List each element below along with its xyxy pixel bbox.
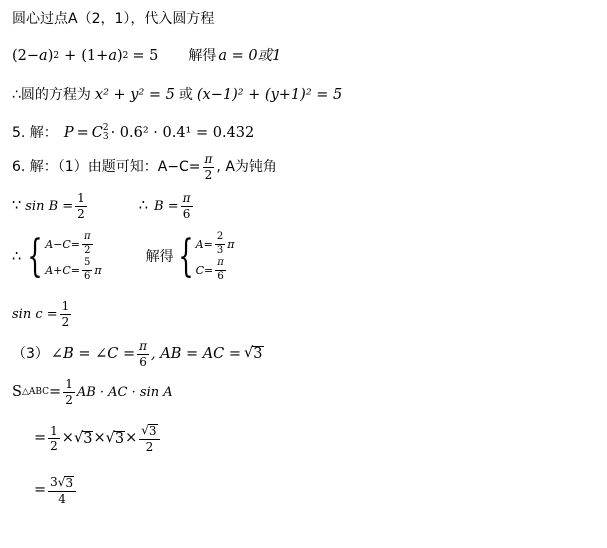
comb-c: C (91, 124, 103, 141)
fraction-1-2 (60, 300, 72, 328)
row2-frac (82, 258, 92, 282)
comb-sup: 2 (102, 123, 109, 133)
row1-frac (82, 232, 93, 256)
jiede: 解得 (145, 249, 174, 265)
row2-pi: π (94, 263, 102, 277)
frac-num: 5 (82, 258, 92, 271)
sinb-text: sin B = (25, 198, 74, 214)
frac-den: 2 (204, 167, 213, 182)
sol1-lhs: A= (195, 237, 213, 251)
plus-inner: + (96, 48, 109, 64)
sides-expr: , AB = AC = (151, 345, 242, 362)
frac-den: 2 (77, 206, 85, 221)
therefore-symbol: ∴ (138, 197, 149, 214)
label-3: （3） (12, 346, 49, 363)
times: × (61, 430, 74, 447)
radicand: 3 (114, 430, 125, 447)
frac-num: √ 3 (139, 424, 159, 440)
frac-den: 2 (84, 244, 91, 256)
frac-den: 2 (61, 314, 70, 329)
intro-text: 圆心过点A（2，1），代入圆方程 (12, 11, 215, 27)
solution-row-1 (196, 232, 235, 256)
times: × (93, 430, 106, 447)
frac-num: 2 (215, 232, 225, 245)
eq: = (76, 124, 89, 141)
radicand: 3 (65, 476, 74, 490)
radicand: 3 (148, 424, 157, 438)
line-area-substitute (34, 424, 162, 453)
radicand: 3 (253, 346, 263, 363)
system-given (23, 232, 101, 282)
frac-den: 2 (50, 439, 58, 454)
eq: = (34, 430, 47, 447)
plus: + (64, 48, 77, 64)
line-area-formula: S △ABC = $\frac{1}{2}$ AB · AC · sin A (12, 377, 173, 407)
area-terms: AB · AC · sin A (76, 384, 173, 400)
line-circle-equation (12, 88, 342, 103)
line-systems (12, 232, 234, 282)
frac-num: π (204, 152, 213, 166)
left-brace: { (27, 231, 43, 282)
fraction-sqrt3-2 (139, 424, 159, 453)
label-6: 6. 解：（1）由题可知：A−C= (12, 159, 201, 176)
fraction-1-2 (63, 378, 75, 406)
row1-lhs: A−C= (45, 237, 81, 251)
therefore-text: ∴圆的方程为 (12, 87, 91, 104)
equals-5: = 5 (132, 48, 159, 64)
huo: 或 (178, 87, 193, 104)
frac-num: π (82, 232, 93, 245)
line-sinc (12, 300, 73, 328)
sol1-pi: π (227, 237, 235, 251)
frac-num: 3 √ 3 (48, 476, 76, 492)
frac-den: 3 (216, 244, 224, 256)
var-a: a (39, 48, 48, 64)
frac-num: 1 (50, 423, 58, 438)
sol2-lhs: C= (195, 263, 214, 277)
frac-den: 4 (58, 491, 66, 506)
obtuse-text: , A为钝角 (216, 159, 277, 176)
line-intro (12, 12, 214, 26)
frac-den: 6 (182, 206, 191, 221)
frac-num: π (182, 191, 191, 205)
because-symbol: ∵ (12, 197, 22, 214)
fraction-pi-6 (181, 192, 193, 220)
var-p: P (63, 124, 74, 141)
line-sinb (12, 192, 195, 220)
paren-2: (2 (12, 48, 27, 64)
angle-expr: ∠B = ∠C = (50, 345, 136, 362)
system-solution (174, 232, 235, 282)
frac-num: 1 (65, 377, 73, 391)
eq: = (49, 383, 62, 400)
frac-den: 2 (65, 392, 73, 407)
frac-den: 6 (139, 354, 147, 369)
sinc-text: sin c = (12, 306, 58, 322)
fraction-pi-6 (137, 340, 149, 368)
comb-sub: 3 (102, 132, 109, 142)
probability-rest: · 0.6² · 0.4¹ = 0.432 (110, 124, 255, 141)
var-a-2: a (108, 48, 117, 64)
line-problem-6 (12, 153, 277, 181)
row2-lhs: A+C= (45, 263, 81, 277)
fraction-1-2 (48, 425, 60, 453)
line-area-result (34, 476, 78, 505)
therefore-symbol: ∴ (12, 248, 22, 265)
close-paren: ) (47, 48, 54, 64)
times: × (125, 430, 138, 447)
fraction-pi-2 (203, 153, 215, 181)
eq: = (34, 482, 47, 499)
system-row-2 (45, 258, 101, 282)
frac-num: π (139, 339, 147, 353)
sqrt-3: √ 3 (73, 429, 93, 447)
paren-1: (1 (81, 48, 97, 64)
left-brace: { (177, 231, 194, 282)
line-problem-5 (12, 124, 254, 142)
line-part-3 (12, 340, 264, 368)
sqrt-3: √ 3 (105, 429, 125, 447)
label-5: 5. 解： (12, 125, 58, 141)
solution-a: a = 0或1 (218, 48, 282, 64)
radicand: 3 (83, 430, 93, 447)
frac-den: 6 (84, 270, 91, 282)
b-eq: B = (154, 198, 179, 214)
jiede: 解得 (188, 48, 217, 65)
frac-num: π (215, 258, 226, 271)
coef: 3 (50, 475, 58, 489)
area-s: S (12, 383, 22, 400)
minus: − (26, 48, 40, 64)
frac-den: 2 (145, 439, 154, 454)
frac-num: 1 (61, 299, 70, 313)
frac-num: 1 (77, 191, 85, 205)
frac-den: 6 (217, 270, 224, 282)
solution-row-2 (196, 258, 235, 282)
fraction-1-2 (75, 192, 87, 220)
sol2-frac (215, 258, 226, 282)
system-row-1 (45, 232, 101, 256)
sqrt-3: √ 3 (244, 345, 263, 363)
line-equation-a: (2 − a ) 2 + (1 + a ) 2 = 5 解得 a = 0或1 (12, 48, 282, 65)
circle-eq-a: x² + y² = 5 (94, 87, 175, 103)
fraction-3sqrt3-4 (48, 476, 76, 505)
close-paren-2: ) (116, 48, 123, 64)
sol1-frac (215, 232, 225, 256)
circle-eq-b: (x−1)² + (y+1)² = 5 (196, 87, 343, 103)
